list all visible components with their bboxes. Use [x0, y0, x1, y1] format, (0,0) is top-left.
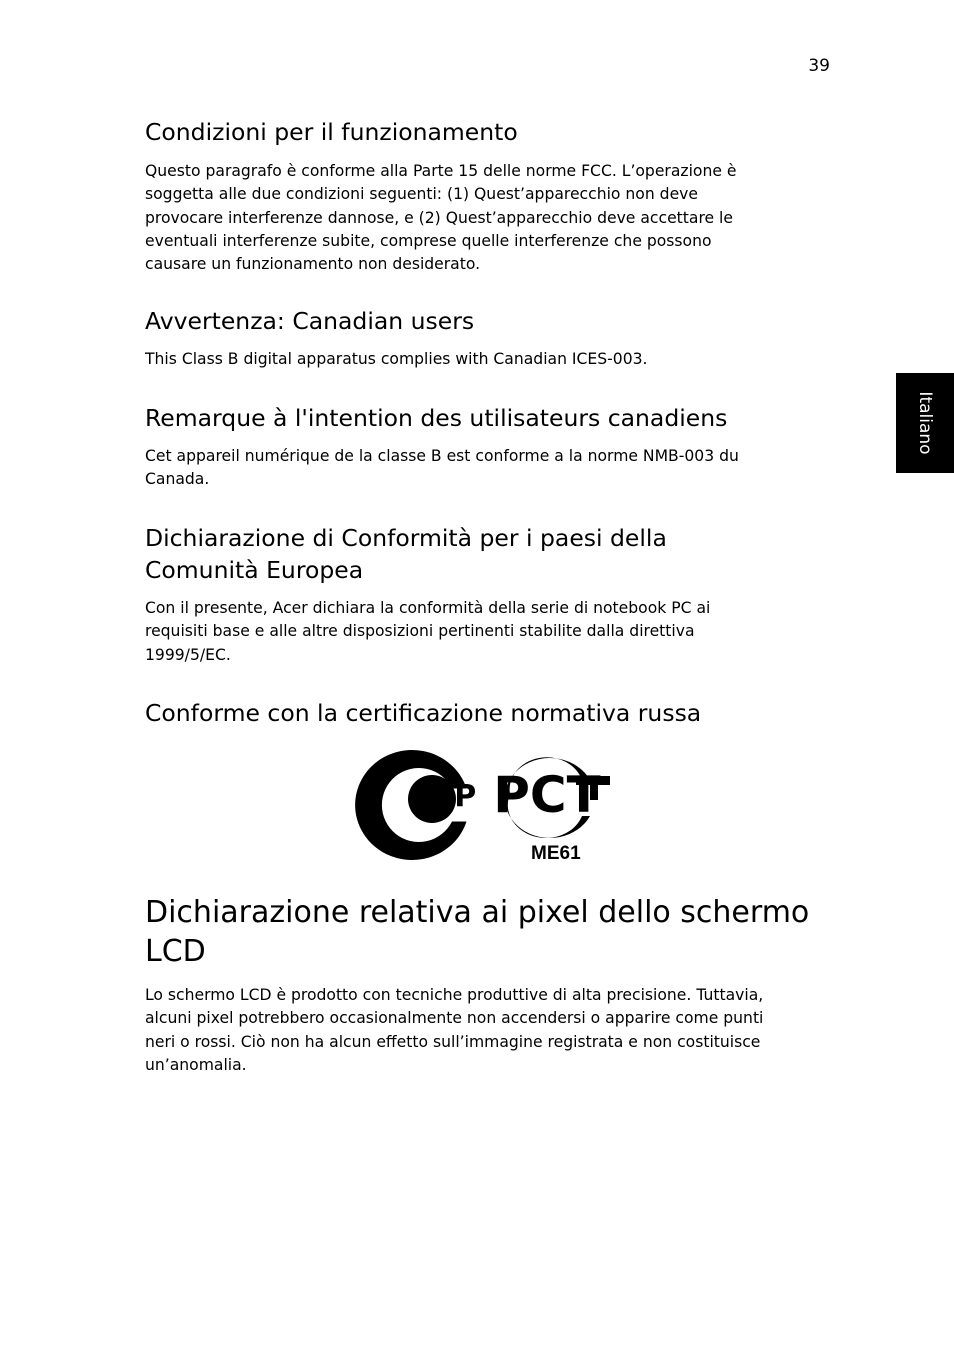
- paragraph-eu-declaration: [145, 597, 835, 667]
- text-line: Canada.: [145, 470, 210, 489]
- text-line: requisiti base e alle altre disposizioni pertinenti stabilite dalla direttiva: [145, 622, 695, 641]
- russian-certification-logos: [352, 742, 614, 868]
- language-tab: [896, 373, 954, 473]
- text-line: Cet appareil numérique de la classe B est conforme a la norme NMB-003 du: [145, 447, 739, 465]
- text-line: causare un funzionamento non desiderato.: [145, 255, 481, 274]
- text-line: Questo paragrafo è conforme alla Parte 15 delle norme FCC. L’operazione è: [145, 162, 737, 180]
- pct-letters: PCT: [493, 766, 601, 824]
- page-number: 39: [808, 56, 830, 76]
- paragraph-operating-conditions: [145, 160, 835, 276]
- pct-logo: [493, 757, 610, 838]
- heading-line: Dichiarazione di Conformità per i paesi della: [145, 524, 667, 552]
- text-line: Con il presente, Acer dichiara la conformità della serie di notebook PC ai: [145, 599, 711, 617]
- language-tab-label: Italiano: [915, 391, 935, 455]
- heading-eu-declaration: [145, 522, 835, 586]
- text-line: Lo schermo LCD è prodotto con tecniche produttive di alta precisione. Tuttavia,: [145, 986, 764, 1004]
- heading-operating-conditions: Condizioni per il funzionamento: [145, 118, 518, 146]
- heading-line: Dichiarazione relativa ai pixel dello schermo: [145, 895, 810, 930]
- text-line: 1999/5/EC.: [145, 645, 231, 664]
- text-line: eventuali interferenze subite, comprese quelle interferenze che possono: [145, 231, 712, 250]
- text-line: provocare interferenze dannose, e (2) Quest’apparecchio deve accettare le: [145, 208, 733, 227]
- paragraph-lcd-pixel: [145, 984, 835, 1077]
- heading-remarque: Remarque à l'intention des utilisateurs canadiens: [145, 404, 728, 432]
- heading-line: LCD: [145, 934, 206, 969]
- text-line: soggetta alle due condizioni seguenti: (1) Quest’apparecchio non deve: [145, 185, 698, 204]
- text-line: un’anomalia.: [145, 1055, 247, 1074]
- gost-tp-logo: [355, 750, 476, 860]
- heading-canadian-users: Avvertenza: Canadian users: [145, 307, 475, 335]
- heading-lcd-pixel: [145, 893, 835, 971]
- text-line: alcuni pixel potrebbero occasionalmente non accendersi o apparire come punti: [145, 1009, 764, 1028]
- paragraph-remarque: [145, 445, 835, 492]
- paragraph-canadian-users: [145, 348, 835, 371]
- gost-tp-letters: TP: [433, 779, 477, 814]
- heading-russian-cert: Conforme con la certificazione normativa russa: [145, 699, 702, 727]
- heading-line: Comunità Europea: [145, 556, 364, 584]
- text-line: neri o rossi. Ciò non ha alcun effetto sull’immagine registrata e non costituisce: [145, 1032, 761, 1051]
- text-line: This Class B digital apparatus complies with Canadian ICES-003.: [145, 350, 648, 368]
- logo-caption-me61: ME61: [531, 843, 581, 864]
